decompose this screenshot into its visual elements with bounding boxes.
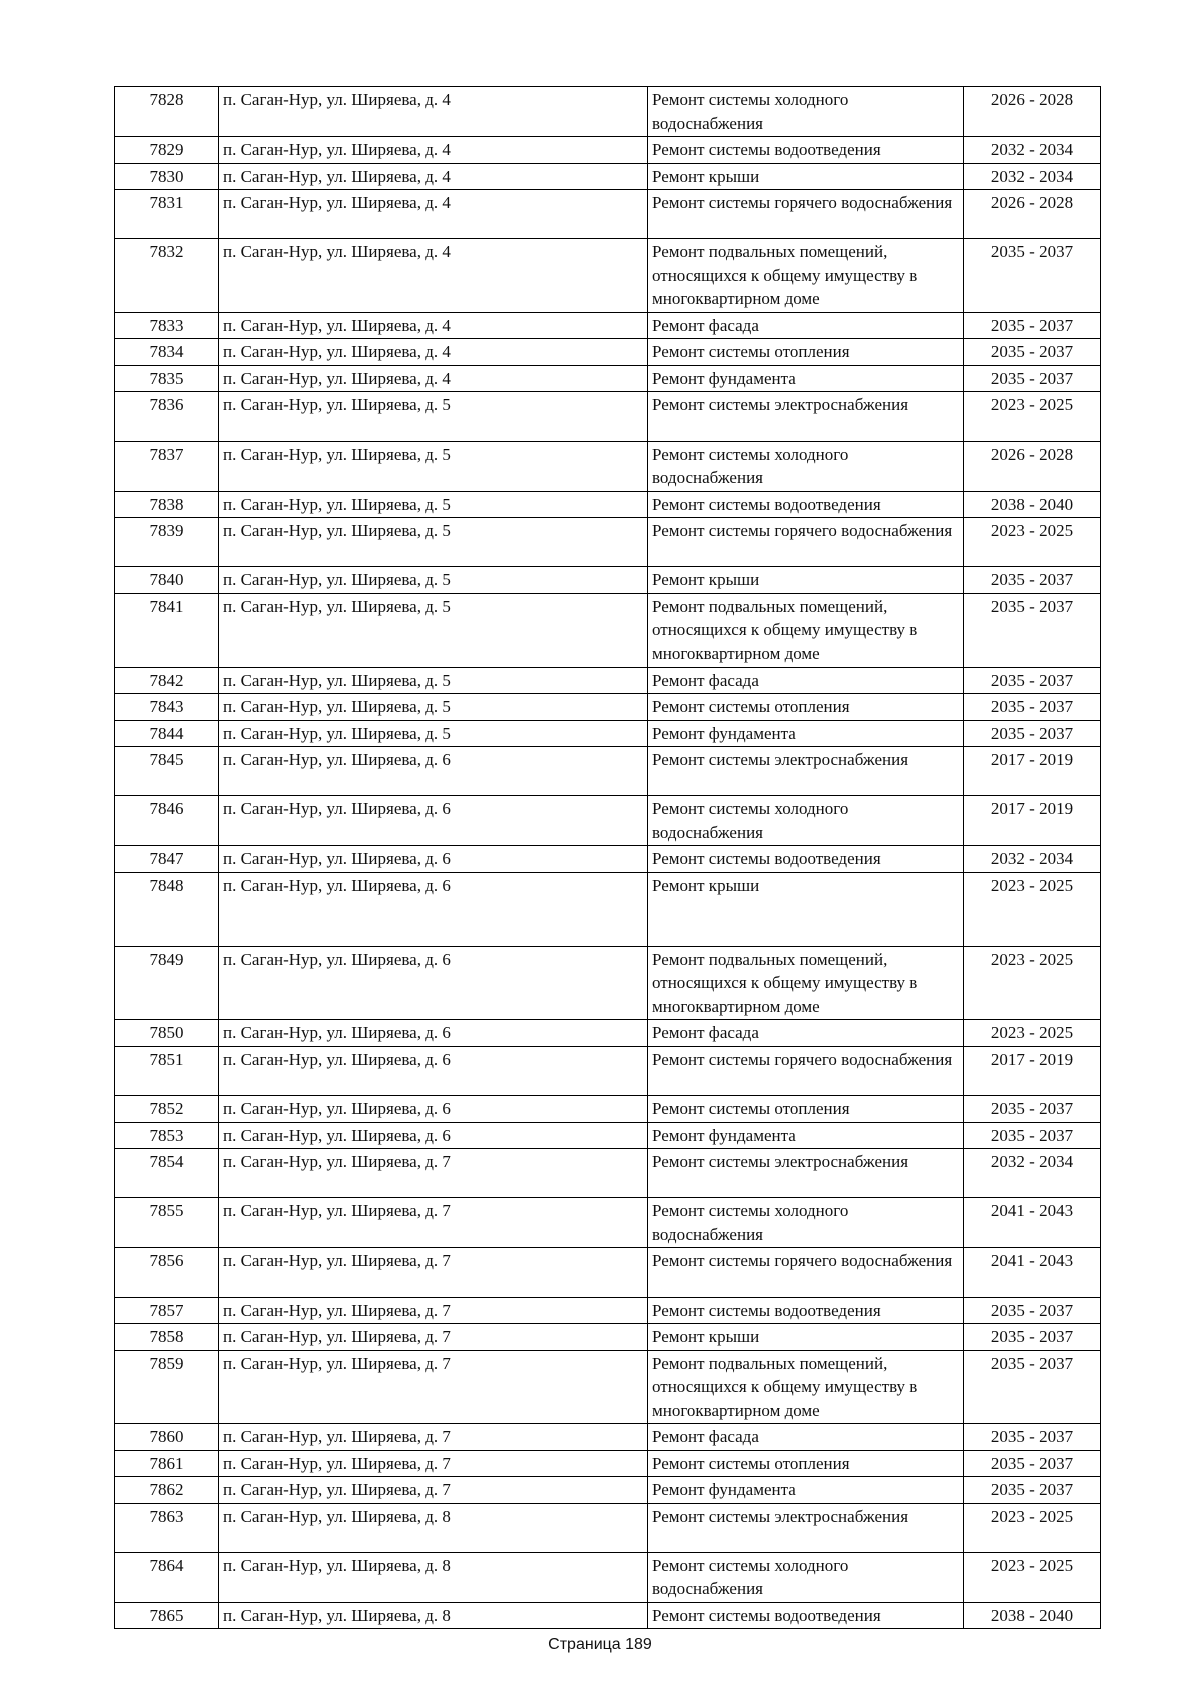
- row-number-cell: 7830: [115, 163, 219, 190]
- period-cell: 2023 - 2025: [964, 1552, 1101, 1602]
- table-row: [115, 1602, 1101, 1629]
- address-cell: п. Саган-Нур, ул. Ширяева, д. 7: [219, 1198, 648, 1248]
- row-number-cell: 7853: [115, 1122, 219, 1149]
- page-number: Страница 189: [548, 1636, 652, 1653]
- work-type-cell: Ремонт фундамента: [648, 365, 964, 392]
- table-row: [115, 567, 1101, 594]
- address-cell: п. Саган-Нур, ул. Ширяева, д. 6: [219, 872, 648, 946]
- table-row: [115, 1297, 1101, 1324]
- period-cell: 2041 - 2043: [964, 1248, 1101, 1297]
- period-cell: 2023 - 2025: [964, 518, 1101, 567]
- period-cell: 2023 - 2025: [964, 1020, 1101, 1047]
- work-type-cell: Ремонт системы водоотведения: [648, 137, 964, 164]
- work-type-cell: Ремонт системы холодного водоснабжения: [648, 441, 964, 491]
- address-cell: п. Саган-Нур, ул. Ширяева, д. 5: [219, 518, 648, 567]
- work-type-cell: Ремонт фасада: [648, 1020, 964, 1047]
- period-cell: 2035 - 2037: [964, 1350, 1101, 1424]
- row-number-cell: 7860: [115, 1424, 219, 1451]
- work-type-cell: Ремонт системы водоотведения: [648, 1297, 964, 1324]
- row-number-cell: 7831: [115, 190, 219, 239]
- address-cell: п. Саган-Нур, ул. Ширяева, д. 7: [219, 1350, 648, 1424]
- table-row: [115, 365, 1101, 392]
- period-cell: 2035 - 2037: [964, 1297, 1101, 1324]
- period-cell: 2035 - 2037: [964, 239, 1101, 313]
- work-type-cell: Ремонт системы электроснабжения: [648, 392, 964, 441]
- row-number-cell: 7841: [115, 593, 219, 667]
- table-row: [115, 694, 1101, 721]
- work-type-cell: Ремонт фундамента: [648, 1477, 964, 1504]
- work-type-cell: Ремонт системы отопления: [648, 1096, 964, 1123]
- address-cell: п. Саган-Нур, ул. Ширяева, д. 6: [219, 1122, 648, 1149]
- table-row: [115, 1149, 1101, 1198]
- table-row: [115, 1450, 1101, 1477]
- work-type-cell: Ремонт системы водоотведения: [648, 1602, 964, 1629]
- work-type-cell: Ремонт системы горячего водоснабжения: [648, 190, 964, 239]
- address-cell: п. Саган-Нур, ул. Ширяева, д. 7: [219, 1248, 648, 1297]
- work-type-cell: Ремонт системы отопления: [648, 694, 964, 721]
- table-row: [115, 1424, 1101, 1451]
- period-cell: 2035 - 2037: [964, 720, 1101, 747]
- address-cell: п. Саган-Нур, ул. Ширяева, д. 5: [219, 567, 648, 594]
- period-cell: 2032 - 2034: [964, 1149, 1101, 1198]
- period-cell: 2038 - 2040: [964, 1602, 1101, 1629]
- address-cell: п. Саган-Нур, ул. Ширяева, д. 6: [219, 1096, 648, 1123]
- table-row: [115, 593, 1101, 667]
- table-row: [115, 1020, 1101, 1047]
- row-number-cell: 7835: [115, 365, 219, 392]
- period-cell: 2026 - 2028: [964, 441, 1101, 491]
- table-row: [115, 312, 1101, 339]
- work-type-cell: Ремонт системы холодного водоснабжения: [648, 1198, 964, 1248]
- table-row: [115, 1122, 1101, 1149]
- period-cell: 2035 - 2037: [964, 1096, 1101, 1123]
- address-cell: п. Саган-Нур, ул. Ширяева, д. 5: [219, 694, 648, 721]
- work-type-cell: Ремонт подвальных помещений, относящихся к общему имуществу в многоквартирном доме: [648, 239, 964, 313]
- row-number-cell: 7850: [115, 1020, 219, 1047]
- row-number-cell: 7852: [115, 1096, 219, 1123]
- row-number-cell: 7858: [115, 1324, 219, 1351]
- row-number-cell: 7833: [115, 312, 219, 339]
- table-row: [115, 1248, 1101, 1297]
- address-cell: п. Саган-Нур, ул. Ширяева, д. 4: [219, 190, 648, 239]
- period-cell: 2026 - 2028: [964, 87, 1101, 137]
- work-type-cell: Ремонт системы отопления: [648, 339, 964, 366]
- work-type-cell: Ремонт системы электроснабжения: [648, 747, 964, 796]
- row-number-cell: 7846: [115, 796, 219, 846]
- table-body: [115, 87, 1101, 1629]
- work-type-cell: Ремонт системы холодного водоснабжения: [648, 87, 964, 137]
- period-cell: 2035 - 2037: [964, 593, 1101, 667]
- row-number-cell: 7843: [115, 694, 219, 721]
- repair-schedule-table: [114, 86, 1101, 1629]
- address-cell: п. Саган-Нур, ул. Ширяева, д. 5: [219, 392, 648, 441]
- period-cell: 2041 - 2043: [964, 1198, 1101, 1248]
- row-number-cell: 7837: [115, 441, 219, 491]
- work-type-cell: Ремонт фасада: [648, 667, 964, 694]
- table-row: [115, 846, 1101, 873]
- work-type-cell: Ремонт системы водоотведения: [648, 846, 964, 873]
- row-number-cell: 7862: [115, 1477, 219, 1504]
- address-cell: п. Саган-Нур, ул. Ширяева, д. 4: [219, 87, 648, 137]
- row-number-cell: 7836: [115, 392, 219, 441]
- period-cell: 2035 - 2037: [964, 1477, 1101, 1504]
- table-row: [115, 1477, 1101, 1504]
- row-number-cell: 7829: [115, 137, 219, 164]
- table-row: [115, 1198, 1101, 1248]
- address-cell: п. Саган-Нур, ул. Ширяева, д. 7: [219, 1149, 648, 1198]
- address-cell: п. Саган-Нур, ул. Ширяева, д. 5: [219, 593, 648, 667]
- table-row: [115, 239, 1101, 313]
- row-number-cell: 7857: [115, 1297, 219, 1324]
- table-row: [115, 518, 1101, 567]
- row-number-cell: 7838: [115, 491, 219, 518]
- address-cell: п. Саган-Нур, ул. Ширяева, д. 8: [219, 1552, 648, 1602]
- table-row: [115, 1096, 1101, 1123]
- period-cell: 2023 - 2025: [964, 872, 1101, 946]
- address-cell: п. Саган-Нур, ул. Ширяева, д. 6: [219, 846, 648, 873]
- table-row: [115, 1046, 1101, 1095]
- period-cell: 2026 - 2028: [964, 190, 1101, 239]
- table-row: [115, 491, 1101, 518]
- table-row: [115, 796, 1101, 846]
- period-cell: 2017 - 2019: [964, 747, 1101, 796]
- work-type-cell: Ремонт системы холодного водоснабжения: [648, 796, 964, 846]
- work-type-cell: Ремонт системы холодного водоснабжения: [648, 1552, 964, 1602]
- address-cell: п. Саган-Нур, ул. Ширяева, д. 4: [219, 239, 648, 313]
- work-type-cell: Ремонт системы электроснабжения: [648, 1149, 964, 1198]
- period-cell: 2017 - 2019: [964, 1046, 1101, 1095]
- table-row: [115, 1552, 1101, 1602]
- period-cell: 2035 - 2037: [964, 312, 1101, 339]
- row-number-cell: 7851: [115, 1046, 219, 1095]
- period-cell: 2035 - 2037: [964, 1424, 1101, 1451]
- work-type-cell: Ремонт системы горячего водоснабжения: [648, 518, 964, 567]
- address-cell: п. Саган-Нур, ул. Ширяева, д. 5: [219, 491, 648, 518]
- address-cell: п. Саган-Нур, ул. Ширяева, д. 7: [219, 1324, 648, 1351]
- row-number-cell: 7854: [115, 1149, 219, 1198]
- period-cell: 2035 - 2037: [964, 1122, 1101, 1149]
- work-type-cell: Ремонт фасада: [648, 1424, 964, 1451]
- row-number-cell: 7865: [115, 1602, 219, 1629]
- table-row: [115, 747, 1101, 796]
- work-type-cell: Ремонт фасада: [648, 312, 964, 339]
- work-type-cell: Ремонт системы горячего водоснабжения: [648, 1046, 964, 1095]
- table-row: [115, 163, 1101, 190]
- address-cell: п. Саган-Нур, ул. Ширяева, д. 4: [219, 312, 648, 339]
- row-number-cell: 7864: [115, 1552, 219, 1602]
- table-row: [115, 1324, 1101, 1351]
- address-cell: п. Саган-Нур, ул. Ширяева, д. 4: [219, 339, 648, 366]
- address-cell: п. Саган-Нур, ул. Ширяева, д. 6: [219, 1020, 648, 1047]
- row-number-cell: 7863: [115, 1503, 219, 1552]
- table-row: [115, 190, 1101, 239]
- period-cell: 2032 - 2034: [964, 846, 1101, 873]
- address-cell: п. Саган-Нур, ул. Ширяева, д. 7: [219, 1424, 648, 1451]
- table-row: [115, 441, 1101, 491]
- row-number-cell: 7845: [115, 747, 219, 796]
- work-type-cell: Ремонт системы горячего водоснабжения: [648, 1248, 964, 1297]
- work-type-cell: Ремонт системы водоотведения: [648, 491, 964, 518]
- address-cell: п. Саган-Нур, ул. Ширяева, д. 6: [219, 796, 648, 846]
- table-row: [115, 137, 1101, 164]
- work-type-cell: Ремонт подвальных помещений, относящихся к общему имуществу в многоквартирном доме: [648, 593, 964, 667]
- table-row: [115, 946, 1101, 1020]
- work-type-cell: Ремонт фундамента: [648, 1122, 964, 1149]
- period-cell: 2035 - 2037: [964, 339, 1101, 366]
- address-cell: п. Саган-Нур, ул. Ширяева, д. 7: [219, 1477, 648, 1504]
- row-number-cell: 7842: [115, 667, 219, 694]
- address-cell: п. Саган-Нур, ул. Ширяева, д. 7: [219, 1297, 648, 1324]
- work-type-cell: Ремонт крыши: [648, 567, 964, 594]
- address-cell: п. Саган-Нур, ул. Ширяева, д. 5: [219, 720, 648, 747]
- table-row: [115, 1503, 1101, 1552]
- table-row: [115, 720, 1101, 747]
- table-row: [115, 87, 1101, 137]
- address-cell: п. Саган-Нур, ул. Ширяева, д. 5: [219, 667, 648, 694]
- period-cell: 2035 - 2037: [964, 567, 1101, 594]
- address-cell: п. Саган-Нур, ул. Ширяева, д. 7: [219, 1450, 648, 1477]
- row-number-cell: 7861: [115, 1450, 219, 1477]
- work-type-cell: Ремонт крыши: [648, 1324, 964, 1351]
- period-cell: 2023 - 2025: [964, 1503, 1101, 1552]
- row-number-cell: 7856: [115, 1248, 219, 1297]
- row-number-cell: 7839: [115, 518, 219, 567]
- period-cell: 2023 - 2025: [964, 946, 1101, 1020]
- address-cell: п. Саган-Нур, ул. Ширяева, д. 4: [219, 137, 648, 164]
- period-cell: 2038 - 2040: [964, 491, 1101, 518]
- address-cell: п. Саган-Нур, ул. Ширяева, д. 6: [219, 946, 648, 1020]
- row-number-cell: 7849: [115, 946, 219, 1020]
- work-type-cell: Ремонт системы электроснабжения: [648, 1503, 964, 1552]
- period-cell: 2035 - 2037: [964, 1324, 1101, 1351]
- row-number-cell: 7859: [115, 1350, 219, 1424]
- address-cell: п. Саган-Нур, ул. Ширяева, д. 5: [219, 441, 648, 491]
- table-row: [115, 392, 1101, 441]
- row-number-cell: 7855: [115, 1198, 219, 1248]
- table-row: [115, 872, 1101, 946]
- row-number-cell: 7847: [115, 846, 219, 873]
- work-type-cell: Ремонт подвальных помещений, относящихся к общему имуществу в многоквартирном доме: [648, 946, 964, 1020]
- work-type-cell: Ремонт фундамента: [648, 720, 964, 747]
- period-cell: 2032 - 2034: [964, 163, 1101, 190]
- work-type-cell: Ремонт подвальных помещений, относящихся к общему имуществу в многоквартирном доме: [648, 1350, 964, 1424]
- work-type-cell: Ремонт крыши: [648, 163, 964, 190]
- period-cell: 2035 - 2037: [964, 694, 1101, 721]
- row-number-cell: 7828: [115, 87, 219, 137]
- table-row: [115, 339, 1101, 366]
- row-number-cell: 7848: [115, 872, 219, 946]
- address-cell: п. Саган-Нур, ул. Ширяева, д. 6: [219, 747, 648, 796]
- period-cell: 2017 - 2019: [964, 796, 1101, 846]
- address-cell: п. Саган-Нур, ул. Ширяева, д. 8: [219, 1602, 648, 1629]
- row-number-cell: 7840: [115, 567, 219, 594]
- row-number-cell: 7844: [115, 720, 219, 747]
- address-cell: п. Саган-Нур, ул. Ширяева, д. 6: [219, 1046, 648, 1095]
- row-number-cell: 7832: [115, 239, 219, 313]
- work-type-cell: Ремонт системы отопления: [648, 1450, 964, 1477]
- address-cell: п. Саган-Нур, ул. Ширяева, д. 8: [219, 1503, 648, 1552]
- table-row: [115, 667, 1101, 694]
- address-cell: п. Саган-Нур, ул. Ширяева, д. 4: [219, 365, 648, 392]
- work-type-cell: Ремонт крыши: [648, 872, 964, 946]
- period-cell: 2023 - 2025: [964, 392, 1101, 441]
- period-cell: 2035 - 2037: [964, 1450, 1101, 1477]
- address-cell: п. Саган-Нур, ул. Ширяева, д. 4: [219, 163, 648, 190]
- table-row: [115, 1350, 1101, 1424]
- row-number-cell: 7834: [115, 339, 219, 366]
- period-cell: 2035 - 2037: [964, 365, 1101, 392]
- period-cell: 2032 - 2034: [964, 137, 1101, 164]
- period-cell: 2035 - 2037: [964, 667, 1101, 694]
